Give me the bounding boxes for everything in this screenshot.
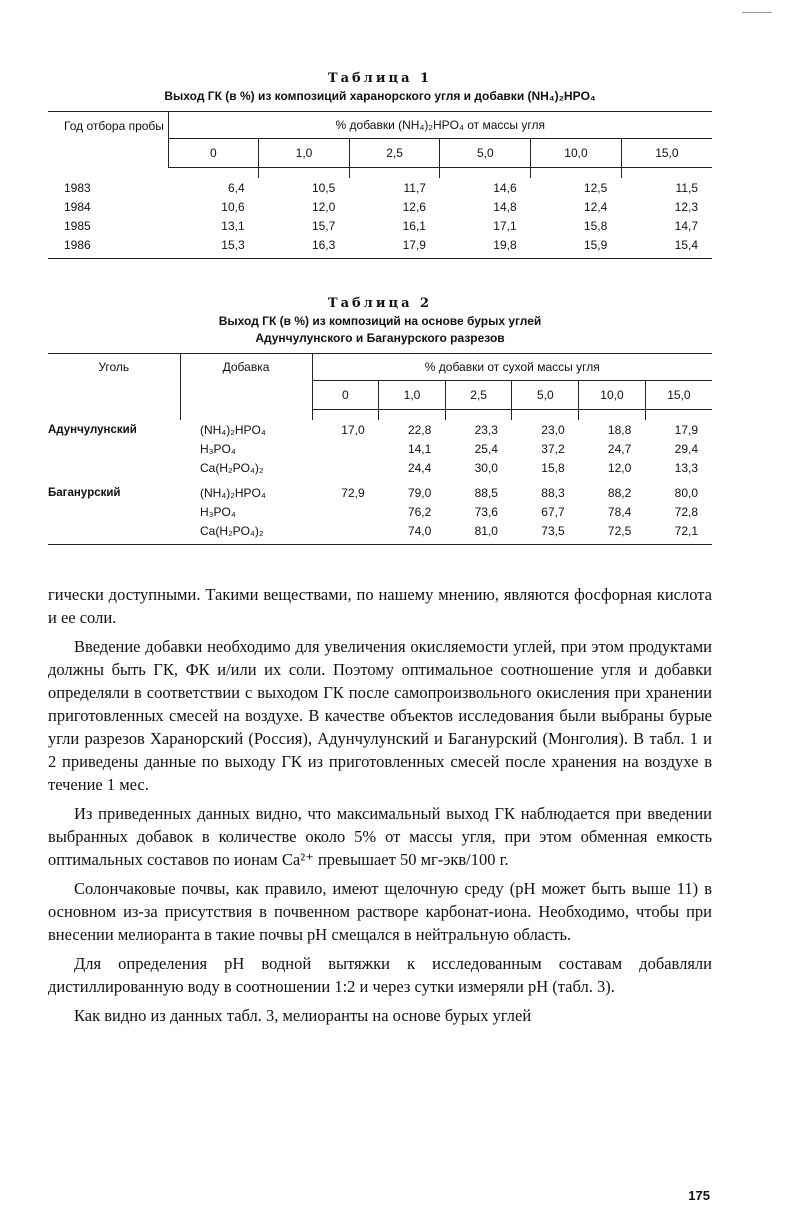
table2-value-cell: 15,8 [541, 460, 565, 475]
table2-value-cell: 81,0 [474, 523, 498, 538]
table1-group-header: % добавки (NH₄)₂HPO₄ от массы угля [335, 118, 545, 132]
table1-value-cell: 10,5 [311, 180, 336, 195]
table2-value-cell: 29,4 [674, 441, 698, 456]
table1-column-header: 5,0 [440, 139, 531, 168]
table-row [48, 521, 712, 545]
table1-year-cell: 1984 [64, 199, 91, 214]
table1-value-cell: 17,1 [493, 218, 517, 233]
table1-value-cell: 14,8 [493, 199, 517, 214]
table2-additive-cell: H₃PO₄ [200, 441, 236, 456]
table2-value-cell: 30,0 [474, 460, 498, 475]
table1-value-cell: 15,8 [583, 218, 608, 233]
paragraph: Солончаковые почвы, как правило, имеют щелочную среду (pH может быть выше 11) в основном из-за присутствия в почвенном растворе карбонат-иона. Необходимо, чтобы при внесении мелиоранта в такие почвы pH смещался в нейтральную область. [48, 879, 712, 944]
table1-column-header: 0 [168, 139, 259, 168]
table1-value-cell: 12,0 [311, 199, 336, 214]
table2-value-cell: 24,4 [407, 460, 432, 475]
table1-value-cell: 10,6 [221, 199, 245, 214]
table2-column-header: 5,0 [512, 381, 579, 410]
table2-value-cell: 12,0 [607, 460, 632, 475]
table-row [48, 178, 712, 197]
table2-value-cell: 80,0 [674, 485, 698, 500]
table2-value-cell: 88,5 [474, 485, 498, 500]
table1-column-header: 1,0 [259, 139, 350, 168]
table2-value-cell: 37,2 [541, 441, 565, 456]
scan-corner-mark [742, 12, 772, 13]
table1-value-cell: 17,9 [402, 237, 426, 252]
table2-value-cell [312, 521, 379, 545]
paragraph: гически доступными. Такими веществами, по нашему мнению, являются фосфорная кислота и ее соли. [48, 585, 712, 627]
table2-value-cell: 18,8 [607, 422, 632, 437]
table2-value-cell [312, 439, 379, 458]
table2-value-cell: 72,1 [674, 523, 698, 538]
table-row [48, 439, 712, 458]
table2-additive-header: Добавка [180, 354, 312, 410]
table2-column-header: 2,5 [445, 381, 512, 410]
table2-additive-cell: Ca(H₂PO₄)₂ [200, 460, 264, 475]
table1-value-cell: 6,4 [227, 180, 245, 195]
table2-value-cell: 72,5 [607, 523, 632, 538]
table2-value-cell: 17,9 [674, 422, 698, 437]
table1-value-cell: 13,1 [221, 218, 245, 233]
table1-column-header: 2,5 [349, 139, 440, 168]
table2-value-cell [312, 502, 379, 521]
table1-year-cell: 1985 [64, 218, 91, 233]
table2-value-cell: 23,3 [474, 422, 498, 437]
table1-label: Таблица 1 [327, 71, 433, 86]
table2-title-line2: Адунчулунского и Багануpского разрезов [255, 331, 505, 345]
table1-value-cell: 12,3 [674, 199, 698, 214]
table1-value-cell: 14,7 [674, 218, 698, 233]
table2-value-cell: 67,7 [541, 504, 565, 519]
table2-label: Таблица 2 [327, 296, 433, 311]
paragraph: Как видно из данных табл. 3, мелиоранты на основе бурых углей [74, 1006, 532, 1025]
table2-column-header: 0 [312, 381, 379, 410]
table2-value-cell: 13,3 [674, 460, 698, 475]
table1-value-cell: 12,6 [402, 199, 426, 214]
table2-value-cell: 25,4 [474, 441, 498, 456]
table2-value-cell [312, 458, 379, 477]
table1-value-cell: 12,5 [583, 180, 608, 195]
table2-coal-cell [48, 521, 180, 545]
paragraph: Введение добавки необходимо для увеличения окисляемости углей, при этом продуктами должны быть ГК, ФК и/или их соли. Поэтому оптимальное соотношение угля и добавки определяли в соответствии с выходом ГК после самопроизвольного окисления при хранении приготовленных смесей на воздухе. В качестве объектов исследования были выбраны бурые угли разрезов Харанорский (Россия), Адунчулунский и Багануpский (Монголия). В табл. 1 и 2 приведены данные по выходу ГК из приготовленных смесей после хранения на воздухе в течение 1 мес. [48, 637, 712, 794]
table-row [48, 197, 712, 216]
table2-title-line1: Выход ГК (в %) из композиций на основе бурых углей [218, 314, 542, 328]
table2-coal-cell [48, 439, 180, 458]
table1-year-cell: 1983 [64, 180, 91, 195]
table2-coal-cell [48, 458, 180, 477]
table-row [48, 502, 712, 521]
table2-value-cell: 17,0 [341, 422, 365, 437]
table2-value-cell: 72,8 [674, 504, 698, 519]
table1-title: Выход ГК (в %) из композиций харанорского угля и добавки (NH₄)₂HPO₄ [164, 89, 596, 103]
table1-value-cell: 16,1 [402, 218, 426, 233]
table2-value-cell: 22,8 [407, 422, 432, 437]
paragraph: Для определения pH водной вытяжки к исследованным составам добавляли дистиллированную воду в соотношении 1:2 и через сутки измеряли pH (табл. 3). [48, 954, 712, 996]
table2-coal-cell [48, 502, 180, 521]
table1-value-cell: 14,6 [493, 180, 517, 195]
table2-additive-cell: (NH₄)₂HPO₄ [200, 485, 266, 500]
table1-column-header: 15,0 [621, 139, 712, 168]
table2-column-header: 15,0 [645, 381, 712, 410]
table2-additive-cell: (NH₄)₂HPO₄ [200, 422, 266, 437]
table2-value-cell: 74,0 [407, 523, 432, 538]
body-text [48, 583, 712, 1027]
table2-value-cell: 73,5 [541, 523, 565, 538]
table2-coal-cell: Адунчулунский [48, 423, 137, 436]
table2-column-header: 10,0 [579, 381, 646, 410]
table2-additive-cell: Ca(H₂PO₄)₂ [200, 523, 264, 538]
table2-coal-header: Уголь [48, 354, 180, 410]
table1-value-cell: 11,7 [403, 180, 426, 195]
table2-value-cell: 78,4 [607, 504, 632, 519]
table-row [48, 420, 712, 439]
table1-value-cell: 11,5 [675, 180, 698, 195]
paragraph: Из приведенных данных видно, что максимальный выход ГК наблюдается при введении выбранных добавок в количестве около 5% от массы угля, при этом обменная емкость оптимальных составов по ионам Ca²⁺ превышает 50 мг-экв/100 г. [48, 804, 712, 869]
table2-value-cell: 24,7 [607, 441, 632, 456]
table2-column-header: 1,0 [379, 381, 446, 410]
table1-value-cell: 15,4 [674, 237, 698, 252]
table2-coal-cell: Багануpский [48, 486, 121, 499]
table1-value-cell: 15,3 [221, 237, 245, 252]
table2-value-cell: 23,0 [541, 422, 565, 437]
table2-value-cell: 88,2 [607, 485, 632, 500]
table1-value-cell: 12,4 [583, 199, 608, 214]
table2-value-cell: 79,0 [407, 485, 432, 500]
table1-value-cell: 19,8 [493, 237, 517, 252]
table2-value-cell: 76,2 [407, 504, 432, 519]
table1-year-cell: 1986 [64, 237, 91, 252]
table2 [48, 353, 712, 545]
table1 [48, 111, 712, 259]
table2-value-cell: 88,3 [541, 485, 565, 500]
table2-value-cell: 14,1 [407, 441, 432, 456]
page-number: 175 [688, 1188, 710, 1203]
table2-additive-cell: H₃PO₄ [200, 504, 236, 519]
table-row [48, 235, 712, 259]
table-row [48, 216, 712, 235]
table2-value-cell: 73,6 [474, 504, 498, 519]
table-row [48, 458, 712, 477]
table1-column-header: 10,0 [531, 139, 622, 168]
table-row [48, 477, 712, 502]
table2-group-header: % добавки от сухой массы угля [424, 360, 600, 374]
table1-value-cell: 16,3 [311, 237, 336, 252]
table1-value-cell: 15,9 [583, 237, 608, 252]
table1-year-header: Год отбора пробы [48, 112, 168, 168]
table1-value-cell: 15,7 [311, 218, 336, 233]
page-content [48, 70, 712, 1033]
table2-value-cell: 72,9 [341, 485, 365, 500]
